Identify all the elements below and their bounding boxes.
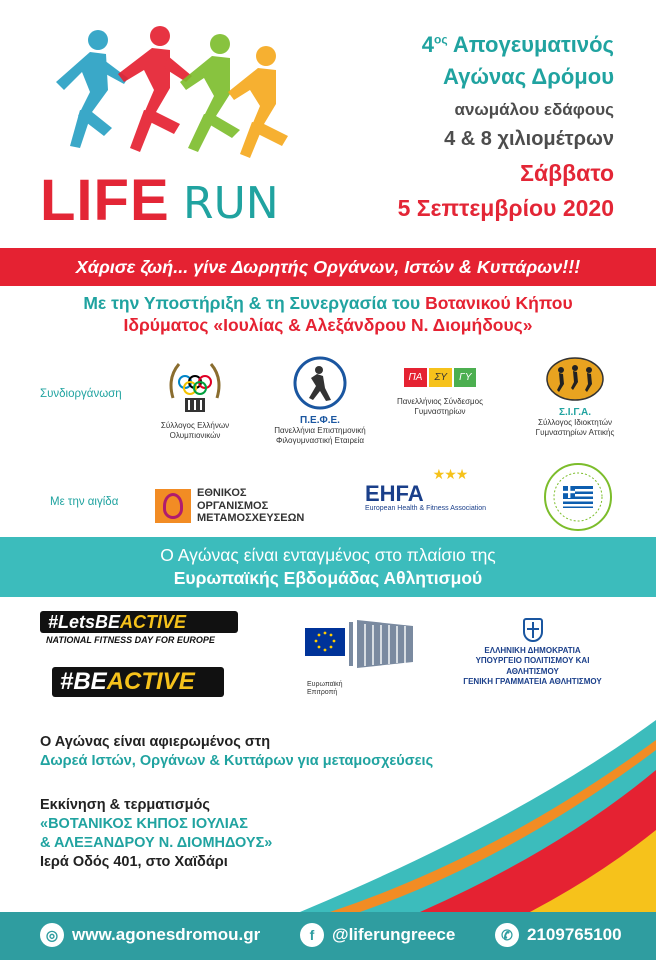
discobolus-icon [293, 356, 347, 410]
headline-line2: Αγώνας Δρόμου [443, 64, 614, 89]
lets-beactive-logo: #LetsBEACTIVE [40, 611, 238, 633]
greek-emblem-icon [523, 618, 543, 642]
eom-mark-icon [155, 489, 191, 523]
ministry-logo: ΕΛΛΗΝΙΚΗ ΔΗΜΟΚΡΑΤΙΑ ΥΠΟΥΡΓΕΙΟ ΠΟΛΙΤΙΣΜΟΥ ΚΑΙ ΑΘΛΗΤΙΣΜΟΥ ΓΕΝΙΚΗ ΓΡΑΜΜΑΤΕΙΑ ΑΘΛΗΤΙΣΜΟΥ [450, 618, 615, 688]
globe-icon: ◎ [40, 923, 64, 947]
facebook-icon: f [300, 923, 324, 947]
eom-logo: ΕΘΝΙΚΟΣ ΟΡΓΑΝΙΣΜΟΣ ΜΕΤΑΜΟΣΧΕΥΣΕΩΝ [155, 487, 304, 525]
greek-flag-seal-icon [543, 462, 613, 532]
runners-icon [20, 20, 310, 170]
brand-run: RUN [183, 178, 279, 229]
olympic-rings-icon [165, 358, 225, 416]
donor-banner: Χάρισε ζωή... γίνε Δωρητής Οργάνων, Ιστών & Κυττάρων!!! [0, 248, 656, 286]
sport-week-banner: Ο Αγώνας είναι ενταγμένος στο πλαίσιο της Ευρωπαϊκής Εβδομάδας Αθλητισμού [0, 537, 656, 597]
siga-logo: Σ.Ι.Γ.Α. Σύλλογος Ιδιοκτητών Γυμναστηρίων Αττικής [525, 356, 625, 437]
footer-phone[interactable]: ✆ 2109765100 [495, 923, 622, 947]
venue-info: Εκκίνηση & τερματισμός «ΒΟΤΑΝΙΚΟΣ ΚΗΠΟΣ ΙΟΥΛΙΑΣ & ΑΛΕΞΑΝΔΡΟΥ Ν. ΔΙΟΜΗΔΟΥΣ» Ιερά Οδός 401, στο Χαϊδάρι [40, 797, 273, 870]
headline-line3: ανωμάλου εδάφους [454, 100, 614, 119]
headline-date: 5 Σεπτεμβρίου 2020 [397, 195, 614, 221]
sports-seal-logo [543, 462, 613, 532]
dedication-text: Ο Αγώνας είναι αφιερωμένος στη Δωρεά Ιστών, Οργάνων & Κυττάρων για μεταμοσχεύσεις [40, 734, 434, 769]
ehfa-logo: ★★★ EHFA European Health & Fitness Association [365, 466, 495, 512]
eu-commission-logo: Ευρωπαϊκή Επιτροπή [293, 618, 423, 698]
beactive-logo: #BEACTIVE [52, 667, 224, 697]
headline-line1: $4^{o\varsigma}$ Απογευματινός [421, 32, 614, 57]
auspices-label: Με την αιγίδα [50, 496, 119, 508]
pasyg-logo: ΠΑ ΣΥ ΓΥ Πανελλήνιος Σύνδεσμος Γυμναστηρίων [385, 368, 495, 416]
headline-day: Σάββατο [520, 160, 614, 186]
support-text: Με την Υποστήριξη & τη Συνεργασία του Βοτανικού Κήπου Ιδρύματος «Ιουλίας & Αλεξάνδρου Ν. Διομήδους» [83, 293, 573, 336]
pefe-logo: Π.Ε.Φ.Ε. Πανελλήνια Επιστημονική Φιλογυμναστική Εταιρεία [270, 356, 370, 445]
co-organization-label: Συνδιοργάνωση [40, 388, 122, 400]
runners-oval-icon [545, 356, 605, 402]
eu-flag-icon [293, 618, 423, 676]
olympians-logo: Σύλλογος Ελλήνων Ολυμπιονικών [150, 358, 240, 440]
stars-icon: ★★★ [432, 466, 468, 482]
footer-website[interactable]: ◎ www.agonesdromou.gr [40, 923, 260, 947]
phone-icon: ✆ [495, 923, 519, 947]
footer [0, 912, 656, 960]
fitness-day-text: NATIONAL FITNESS DAY FOR EUROPE [46, 635, 215, 645]
brand-life: LIFE [40, 168, 170, 233]
headline-line4: 4 & 8 χιλιομέτρων [444, 128, 614, 150]
footer-facebook[interactable]: f @liferungreece [300, 923, 455, 947]
